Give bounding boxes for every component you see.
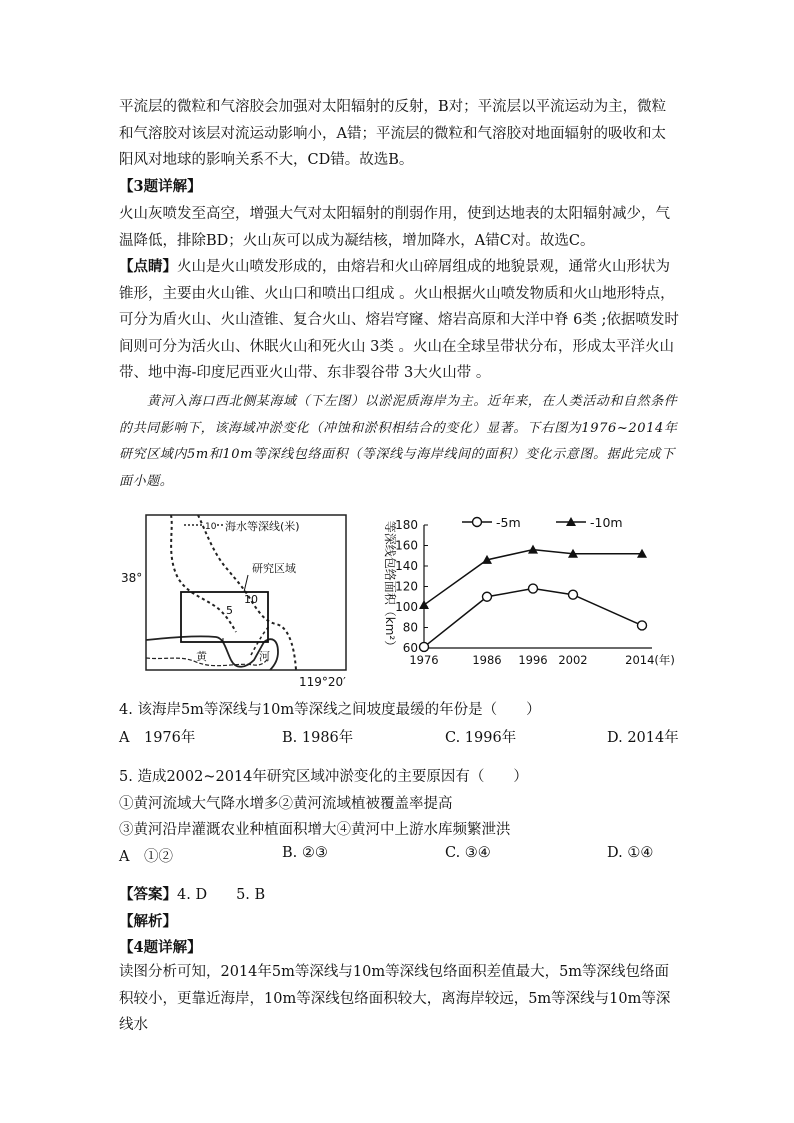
paragraph-2: 火山灰喷发至高空，增强大气对太阳辐射的削弱作用，使到达地表的太阳辐射减少，气温降低，排除BD；火山灰可以成为凝结核，增加降水，A错C对。故选C。 xyxy=(119,206,670,249)
map-legend-num: 10 xyxy=(205,522,217,532)
y-tick-label: 120 xyxy=(395,579,418,594)
line-chart xyxy=(360,510,680,690)
q5-option-d: D. ①④ xyxy=(607,845,654,861)
map-lat-label: 38° xyxy=(121,571,143,585)
q5-statement-2: ③黄河沿岸灌溉农业种植面积增大④黄河中上游水库频繁泄洪 xyxy=(119,822,511,838)
map-river-1: 黄 xyxy=(196,650,207,663)
x-tick-label: 1976 xyxy=(409,653,439,667)
yellow-river xyxy=(146,658,268,666)
q4-option-a: A 1976年 xyxy=(119,730,196,746)
heading-q4-detail: 【4题详解】 xyxy=(119,939,202,956)
x-tick-label: 2014(年) xyxy=(625,653,675,667)
map-figure xyxy=(136,510,356,690)
dianjing-tag: 【点睛】 xyxy=(119,258,177,275)
legend-label-10m: -10m xyxy=(590,515,623,530)
series-line xyxy=(424,550,642,605)
map-depth5: 5 xyxy=(226,604,233,617)
paragraph-3 xyxy=(119,254,679,387)
q4-stem: 4. 该海岸5m等深线与10m等深线之间坡度最缓的年份是（ ） xyxy=(119,702,541,718)
y-tick-label: 60 xyxy=(402,641,418,655)
paragraph-4: 读图分析可知，2014年5m等深线与10m等深线包络面积差值最大，5m等深线包络面积较小，更靠近海岸，10m等深线包络面积较大，离海岸较远，5m等深线与10m等深线水 xyxy=(119,964,671,1033)
point-5m xyxy=(638,621,647,630)
answer-text: 4. D 5. B xyxy=(177,887,266,903)
answer-line xyxy=(119,883,265,904)
q5-stem: 5. 造成2002~2014年研究区域冲淤变化的主要原因有（ ） xyxy=(119,769,528,785)
legend-marker-5m xyxy=(473,518,482,527)
point-10m xyxy=(528,545,538,554)
q4-option-d: D. 2014年 xyxy=(607,730,679,746)
map-area-label: 研究区域 xyxy=(252,562,296,575)
series-line xyxy=(424,589,642,647)
y-tick-label: 180 xyxy=(395,518,418,532)
q5-option-b: B. ②③ xyxy=(282,845,328,861)
q4-option-c: C. 1996年 xyxy=(445,730,517,746)
map-depth10: 10 xyxy=(244,593,258,606)
intro-paragraph: 黄河入海口西北侧某海域（下左图）以淤泥质海岸为主。近年来，在人类活动和自然条件的共同影响下，该海域冲淤变化（冲蚀和淤积相结合的变化）显著。下右图为1976~2014年研究区域内5m和10m等深线包络面积（等深线与海岸线间的面积）变化示意图。据此完成下面小题。 xyxy=(119,394,678,489)
point-5m xyxy=(420,642,429,651)
point-5m xyxy=(569,590,578,599)
map-lon-label: 119°20′ xyxy=(299,675,346,689)
point-5m xyxy=(529,584,538,593)
answer-tag: 【答案】 xyxy=(119,886,177,903)
q5-statement-1: ①黄河流域大气降水增多②黄河流域植被覆盖率提高 xyxy=(119,796,453,812)
y-tick-label: 80 xyxy=(402,620,418,635)
map-river-2: 河 xyxy=(259,650,270,663)
point-10m xyxy=(419,600,429,609)
x-tick-label: 1986 xyxy=(472,653,502,667)
y-tick-label: 160 xyxy=(395,538,418,553)
y-tick-label: 100 xyxy=(395,600,418,614)
point-5m xyxy=(483,592,492,601)
y-axis-label: 等深线包络面积（km²） xyxy=(383,520,397,653)
heading-q3-detail: 【3题详解】 xyxy=(119,178,202,195)
x-tick-label: 2002 xyxy=(558,653,588,667)
q5-option-c: C. ③④ xyxy=(445,845,491,861)
map-legend: 海水等深线(米) xyxy=(225,520,300,533)
q4-option-b: B. 1986年 xyxy=(282,730,354,746)
y-tick-label: 140 xyxy=(395,559,418,573)
x-tick-label: 1996 xyxy=(518,653,548,667)
legend-label-5m: -5m xyxy=(496,515,521,530)
analysis-heading: 【解析】 xyxy=(119,913,177,930)
paragraph-1: 平流层的微粒和气溶胶会加强对太阳辐射的反射，B对；平流层以平流运动为主，微粒和气溶胶对该层对流运动影响小，A错；平流层的微粒和气溶胶对地面辐射的吸收和太阳风对地球的影响关系不大，CD错。故选B。 xyxy=(119,99,667,168)
q5-option-a: A ①② xyxy=(119,849,173,865)
dianjing-text: 火山是火山喷发形成的，由熔岩和火山碎屑组成的地貌景观，通常火山形状为锥形，主要由火山锥、火山口和喷出口组成 。火山根据火山喷发物质和火山地形特点，可分为盾火山、火山渣锥、复合火山、熔岩穹窿、熔岩高原和大洋中脊 6类 ;依据喷发时间则可分为活火山、休眠火山和死火山 3类 。火山在全球呈带状分布，形成太平洋火山带、地中海-印度尼西亚火山带、东非裂谷带 3大火山带 。 xyxy=(119,259,679,381)
